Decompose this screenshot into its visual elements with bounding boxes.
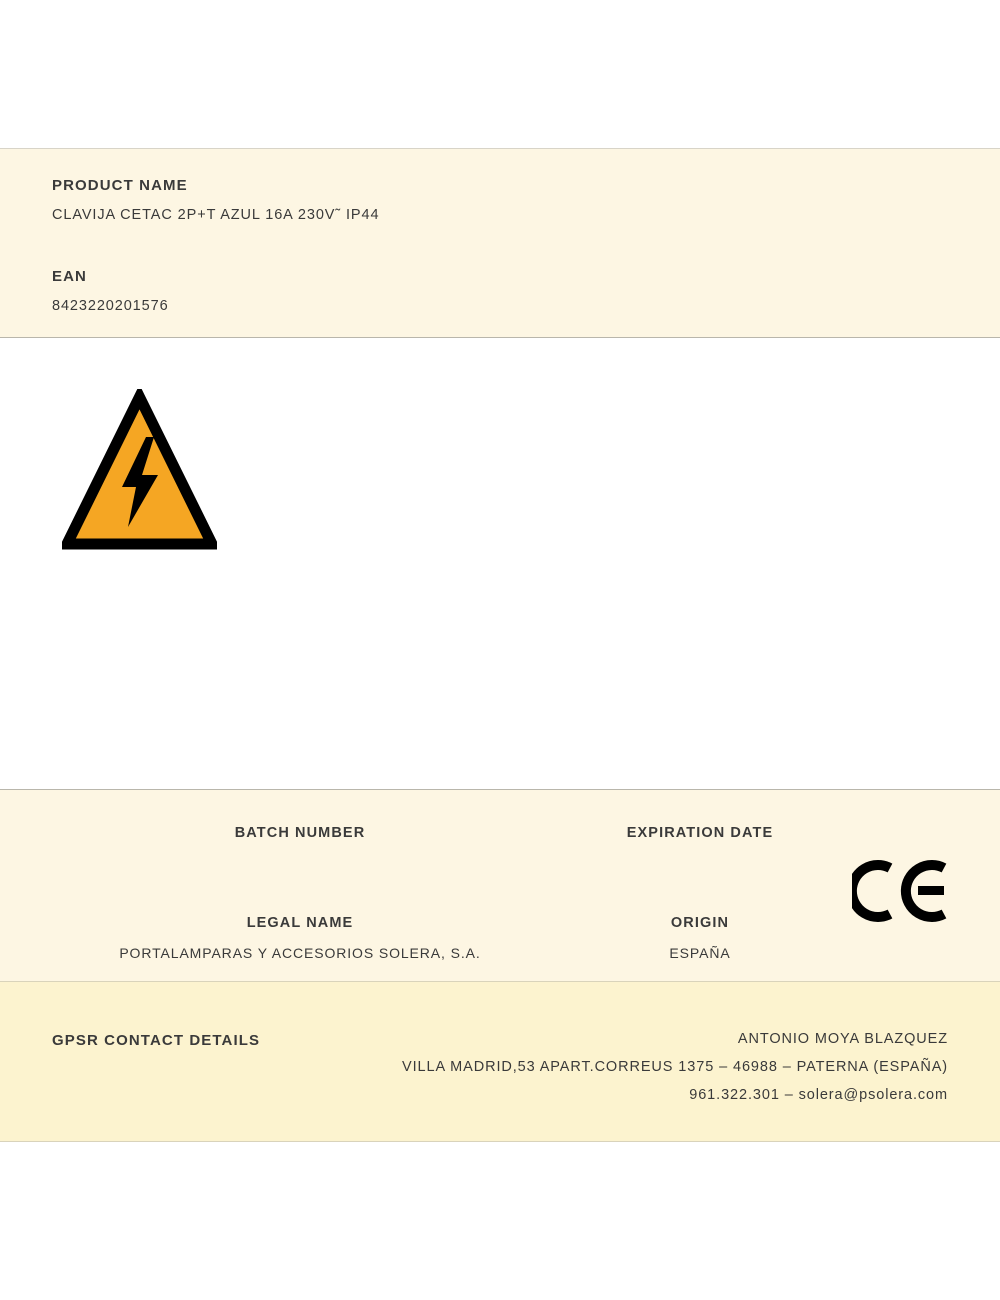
legal-name-label: LEGAL NAME	[246, 915, 354, 931]
gpsr-contact-address: VILLA MADRID,53 APART.CORREUS 1375 – 46988 – PATERNA (ESPAÑA)	[402, 1059, 948, 1075]
gpsr-contact-phone-email: 961.322.301 – solera@psolera.com	[689, 1087, 948, 1103]
pictogram-area	[0, 339, 1000, 789]
ean-value: 8423220201576	[52, 298, 169, 314]
product-info-block	[0, 148, 1000, 338]
ce-marking-icon	[852, 858, 948, 924]
legal-name-value: PORTALAMPARAS Y ACCESORIOS SOLERA, S.A.	[119, 945, 481, 961]
expiration-date-label: EXPIRATION DATE	[626, 825, 774, 841]
origin-value: ESPAÑA	[669, 945, 731, 961]
gpsr-contact-details	[402, 1025, 948, 1109]
product-name-label: PRODUCT NAME	[52, 177, 188, 194]
batch-number-label: BATCH NUMBER	[234, 825, 366, 841]
gpsr-contact-label: GPSR CONTACT DETAILS	[52, 1032, 261, 1049]
compliance-info-band	[0, 789, 1000, 982]
electrical-hazard-icon	[62, 389, 217, 554]
product-name-value: CLAVIJA CETAC 2P+T AZUL 16A 230V˜ IP44	[52, 207, 380, 223]
gpsr-contact-person: ANTONIO MOYA BLAZQUEZ	[737, 1031, 948, 1047]
origin-label: ORIGIN	[670, 915, 730, 931]
ean-label: EAN	[52, 268, 87, 285]
gpsr-contact-band	[0, 982, 1000, 1142]
